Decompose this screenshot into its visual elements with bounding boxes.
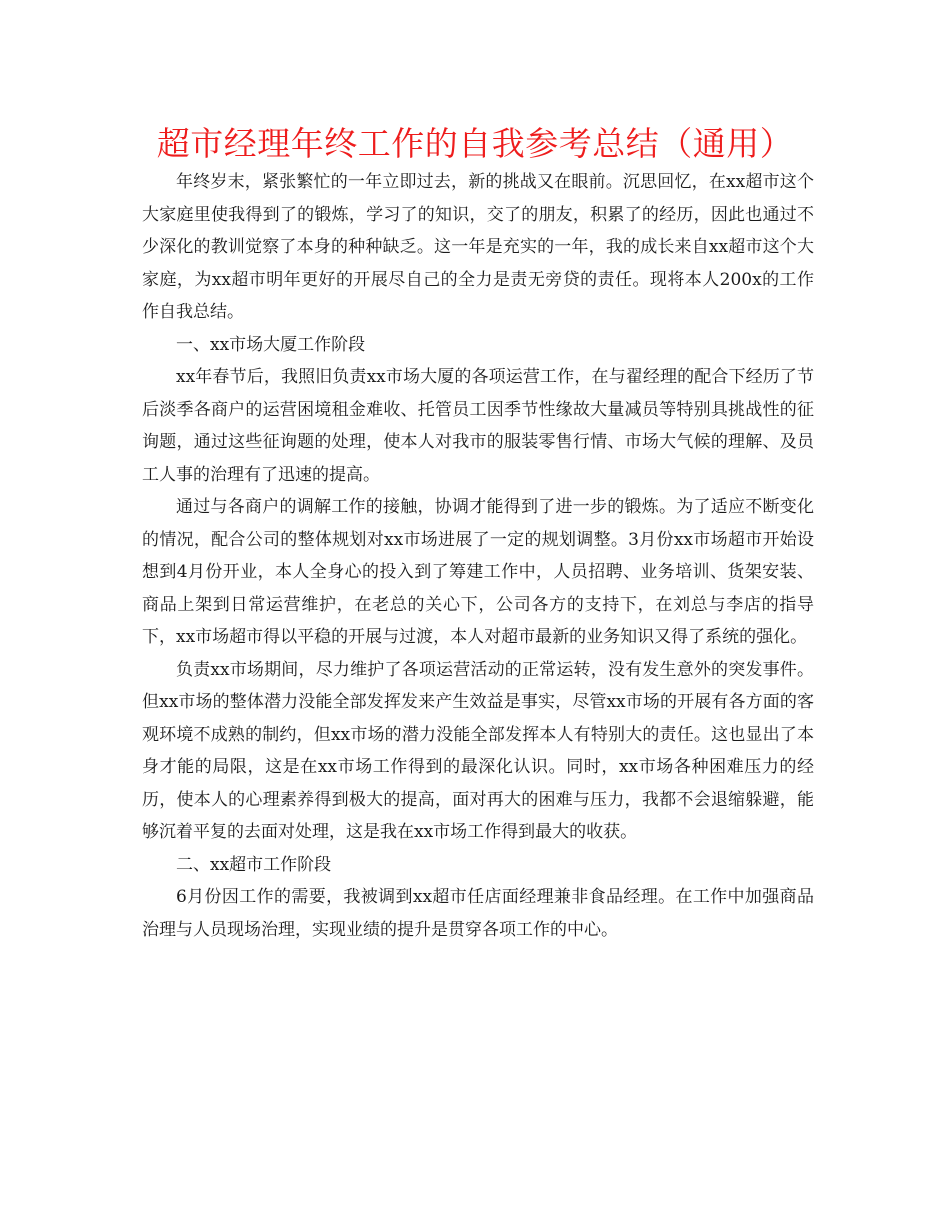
- paragraph-intro: 年终岁末，紧张繁忙的一年立即过去，新的挑战又在眼前。沉思回忆，在xx超市这个大家庭里使我得到了的锻炼，学习了的知识，交了的朋友，积累了的经历，因此也通过不少深化的教训觉察了本身的种种缺乏。这一年是充实的一年，我的成长来自xx超市这个大家庭，为xx超市明年更好的开展尽自己的全力是责无旁贷的责任。现将本人200x的工作作自我总结。: [142, 172, 814, 322]
- section-heading-market-building: 一、xx市场大厦工作阶段: [176, 334, 366, 355]
- section-heading-supermarket: 二、xx超市工作阶段: [176, 854, 332, 875]
- document-body: [142, 166, 814, 946]
- paragraph-june-transfer: 6月份因工作的需要，我被调到xx超市任店面经理兼非食品经理。在工作中加强商品治理与人员现场治理，实现业绩的提升是贯穿各项工作的中心。: [142, 887, 814, 940]
- document-title: 超市经理年终工作的自我参考总结（通用）: [156, 124, 794, 163]
- paragraph-responsibility: 负责xx市场期间，尽力维护了各项运营活动的正常运转，没有发生意外的突发事件。但xx市场的整体潜力没能全部发挥发来产生效益是事实，尽管xx市场的开展有各方面的客观环境不成熟的制约，但xx市场的潜力没能全部发挥本人有特别大的责任。这也显出了本身才能的局限，这是在xx市场工作得到的最深化认识。同时，xx市场各种困难压力的经历，使本人的心理素养得到极大的提高，面对再大的困难与压力，我都不会退缩躲避，能够沉着平复的去面对处理，这是我在xx市场工作得到最大的收获。: [142, 659, 814, 842]
- paragraph-coordination: 通过与各商户的调解工作的接触，协调才能得到了进一步的锻炼。为了适应不断变化的情况，配合公司的整体规划对xx市场进展了一定的规划调整。3月份xx市场超市开始设想到4月份开业，本人全身心的投入到了筹建工作中，人员招聘、业务培训、货架安装、商品上架到日常运营维护，在老总的关心下，公司各方的支持下，在刘总与李店的指导下，xx市场超市得以平稳的开展与过渡，本人对超市最新的业务知识又得了系统的强化。: [142, 497, 814, 647]
- paragraph-spring-festival: xx年春节后，我照旧负责xx市场大厦的各项运营工作，在与翟经理的配合下经历了节后淡季各商户的运营困境租金难收、托管员工因季节性缘故大量减员等特别具挑战性的征询题，通过这些征询题的处理，使本人对我市的服装零售行情、市场大气候的理解、及员工人事的治理有了迅速的提高。: [142, 367, 814, 485]
